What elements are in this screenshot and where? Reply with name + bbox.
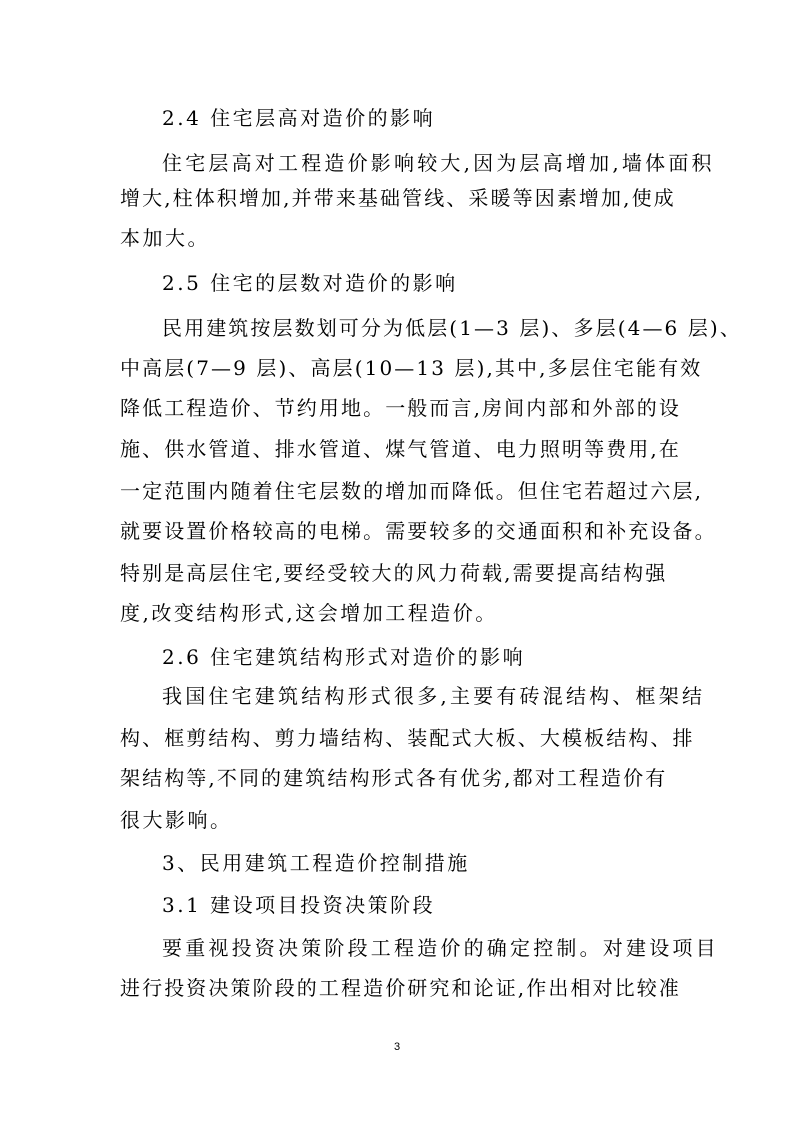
paragraph-line: 一定范围内随着住宅层数的增加而降低。但住宅若超过六层, <box>120 479 704 503</box>
page-number: 3 <box>393 1041 401 1053</box>
paragraph-line: 要重视投资决策阶段工程造价的确定控制。对建设项目 <box>162 936 719 960</box>
paragraph-line: 本加大。 <box>120 226 210 250</box>
section-heading-2-6: 2.6 住宅建筑结构形式对造价的影响 <box>162 645 526 669</box>
paragraph-line: 度,改变结构形式,这会增加工程造价。 <box>120 601 498 625</box>
paragraph-line: 增大,柱体积增加,并带来基础管线、采暖等因素增加,使成 <box>120 186 676 210</box>
section-heading-2-4: 2.4 住宅层高对造价的影响 <box>162 106 436 130</box>
paragraph-line: 住宅层高对工程造价影响较大,因为层高增加,墙体面积 <box>162 151 715 175</box>
paragraph-line: 我国住宅建筑结构形式很多,主要有砖混结构、框架结 <box>162 684 706 708</box>
paragraph-line: 特别是高层住宅,要经受较大的风力荷载,需要提高结构强 <box>120 561 668 585</box>
paragraph-line: 架结构等,不同的建筑结构形式各有优劣,都对工程造价有 <box>120 766 668 790</box>
section-heading-3: 3、民用建筑工程造价控制措施 <box>162 851 470 875</box>
paragraph-line: 就要设置价格较高的电梯。需要较多的交通面积和补充设备。 <box>120 519 717 543</box>
paragraph-line: 施、供水管道、排水管道、煤气管道、电力照明等费用,在 <box>120 437 681 461</box>
paragraph-line: 民用建筑按层数划可分为低层(1—3 层)、多层(4—6 层)、 <box>162 316 742 340</box>
paragraph-line: 降低工程造价、节约用地。一般而言,房间内部和外部的设 <box>120 396 681 420</box>
paragraph-line: 很大影响。 <box>120 808 233 832</box>
section-heading-3-1: 3.1 建设项目投资决策阶段 <box>162 893 436 917</box>
paragraph-line: 中高层(7—9 层)、高层(10—13 层),其中,多层住宅能有效 <box>120 356 703 380</box>
paragraph-line: 进行投资决策阶段的工程造价研究和论证,作出相对比较准 <box>120 976 681 1000</box>
paragraph-line: 构、框剪结构、剪力墙结构、装配式大板、大模板结构、排 <box>120 726 695 750</box>
section-heading-2-5: 2.5 住宅的层数对造价的影响 <box>162 271 458 295</box>
